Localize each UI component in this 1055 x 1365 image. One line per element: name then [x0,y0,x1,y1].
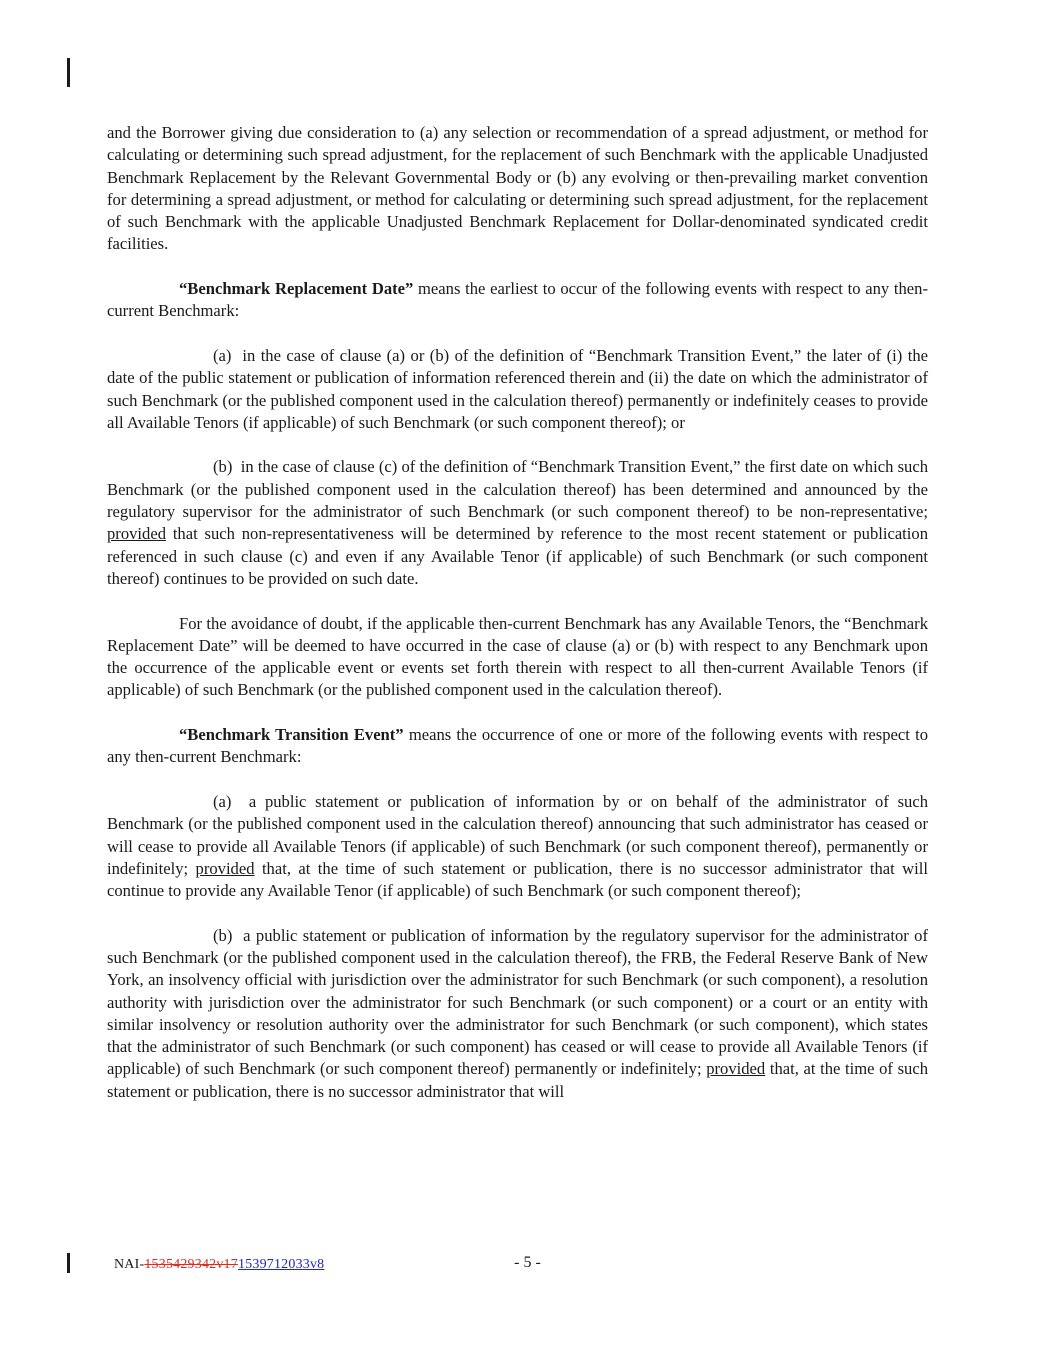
paragraph [107,345,928,434]
text-run: (a) in the case of clause (a) or (b) of the definition of “Benchmark Transition Event,” the later of (i) the date of the public statement or publication of information referenced therein and (ii) the date on which the administrator of such Benchmark (or the published component used in the calculation thereof) permanently or indefinitely ceases to provide all Available Tenors (if applicable) of such Benchmark (or such component thereof); or [107,345,928,432]
paragraph [107,456,928,590]
text-run: (b) in the case of clause (c) of the definition of “Benchmark Transition Event,” the first date on which such Benchmark (or the published component used in the calculation thereof) has been determined and announced by the regulatory supervisor for the administrator of such Benchmark (or such component thereof) to be non-representative; [107,457,928,522]
text-run: For the avoidance of doubt, if the applicable then-current Benchmark has any Available Tenors, the “Benchmark Replacement Date” will be deemed to have occurred in the case of clause (a) or (b) with respect to any Benchmark upon the occurrence of the applicable event or events set forth therein with respect to all then-current Available Tenors (if applicable) of such Benchmark (or the published component used in the calculation thereof). [107,613,928,700]
page-footer [0,1254,1055,1280]
text-run: that, at the time of such statement or publication, there is no successor administrator that will continue to provide any Available Tenor (if applicable) of such Benchmark (or such component thereof); [107,858,928,901]
text-run: and the Borrower giving due consideration to (a) any selection or recommendation of a spread adjustment, or method for calculating or determining such spread adjustment, for the replacement of such Benchmark with the applicable Unadjusted Benchmark Replacement by the Relevant Governmental Body or (b) any evolving or then-prevailing market convention for determining a spread adjustment, or method for calculating or determining such spread adjustment, for the replacement of such Benchmark with the applicable Unadjusted Benchmark Replacement for Dollar-denominated syndicated credit facilities. [107,123,928,254]
document-id [114,1257,324,1273]
page-number: - 5 - [514,1254,541,1271]
emphasized-term: provided [706,1059,766,1079]
text-run: (b) a public statement or publication of information by the regulatory supervisor for the administrator of such Benchmark (or the published component used in the calculation thereof), the FRB, the Federal Reserve Bank of New York, an insolvency official with jurisdiction over the administrator for such Benchmark (or such component), a resolution authority with jurisdiction over the administrator for such Benchmark (or such component) or a court or an entity with similar insolvency or resolution authority over the administrator for such Benchmark (or such component), which states that the administrator of such Benchmark (or such component) has ceased or will cease to provide all Available Tenors (if applicable) of such Benchmark (or such component thereof) permanently or indefinitely; [107,925,928,1079]
text-run: means the earliest to occur of the following events with respect to any then-current Benchmark: [107,279,928,321]
emphasized-term: provided [107,524,166,544]
revision-change-bar-top [67,58,70,87]
emphasized-term: provided [195,858,255,878]
paragraph [107,724,928,769]
document-body [107,122,928,1125]
defined-term: “Benchmark Replacement Date” [179,279,414,299]
document-id-prefix: NAI- [114,1257,145,1272]
defined-term: “Benchmark Transition Event” [179,725,404,745]
paragraph [107,122,928,256]
text-run: means the occurrence of one or more of the following events with respect to any then-current Benchmark: [107,725,928,767]
text-run: that, at the time of such statement or publication, there is no successor administrator that will [107,1059,928,1101]
document-id-inserted: 1539712033v8 [237,1257,325,1272]
text-run: that such non-representativeness will be determined by reference to the most recent statement or publication referenced in such clause (c) and even if any Available Tenor (if applicable) of such Benchmark (or such component thereof) continues to be provided on such date. [107,524,928,588]
paragraph [107,613,928,702]
paragraph [107,925,928,1103]
text-run: (a) a public statement or publication of information by or on behalf of the administrator of such Benchmark (or the published component used in the calculation thereof) announcing that such administrator has ceased or will cease to provide all Available Tenors (if applicable) of such Benchmark (or such component thereof), permanently or indefinitely; [107,791,928,878]
paragraph [107,278,928,323]
paragraph [107,791,928,902]
document-id-deleted: 1535429342v17 [144,1257,238,1272]
